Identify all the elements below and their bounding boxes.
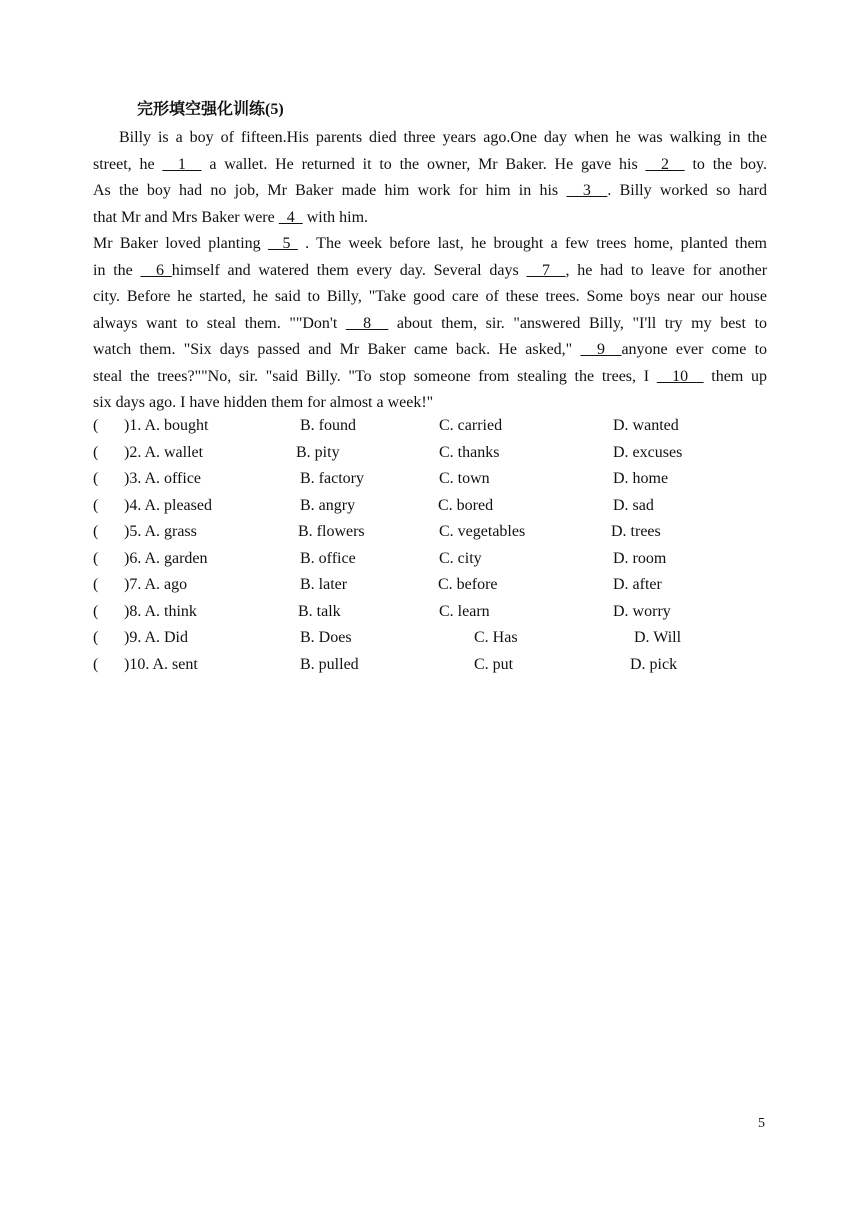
passage-text: steal the trees?""No, sir. "said Billy. "To stop someone from stealing the trees, I	[93, 367, 657, 385]
option-d: D. after	[613, 576, 662, 593]
question-row	[93, 493, 773, 520]
option-d: D. excuses	[613, 443, 683, 461]
question-row	[93, 625, 773, 652]
passage-text: in the	[93, 261, 141, 279]
answer-blank: 4	[278, 208, 303, 226]
answer-paren: (	[93, 443, 99, 461]
passage-text: six days ago. I have hidden them for almost a week!"	[93, 394, 434, 411]
passage-text: a wallet. He returned it to the owner, Mr Baker. He gave his	[201, 155, 646, 173]
option-c: C. town	[439, 470, 490, 487]
answer-paren: (	[93, 655, 99, 673]
answer-paren: (	[93, 629, 99, 646]
answer-paren: (	[93, 523, 99, 540]
passage-line	[93, 337, 767, 364]
exercise-title: 完形填空强化训练(5)	[137, 101, 284, 118]
option-c: C. bored	[438, 496, 494, 514]
question-row	[93, 599, 773, 626]
question-row	[93, 652, 773, 679]
option-c: C. vegetables	[439, 523, 526, 540]
passage-line	[93, 125, 767, 152]
cloze-passage	[93, 125, 767, 417]
answer-paren: (	[93, 470, 99, 487]
answer-paren: (	[93, 549, 99, 567]
question-row	[93, 572, 773, 599]
passage-line	[93, 284, 767, 311]
answer-blank: 10	[656, 367, 704, 385]
option-d: D. wanted	[613, 417, 679, 434]
passage-text: Mr Baker loved planting	[93, 235, 268, 252]
option-c: C. Has	[474, 629, 518, 646]
passage-text: that Mr and Mrs Baker were	[93, 208, 279, 226]
option-b: B. angry	[300, 496, 356, 514]
option-b: B. found	[300, 417, 356, 434]
option-a: )1. A. bought	[124, 417, 209, 434]
passage-line	[93, 178, 767, 205]
option-a: )7. A. ago	[124, 576, 188, 593]
passage-text: , he had to leave for another	[565, 261, 768, 279]
passage-text: anyone ever come to	[621, 341, 768, 358]
option-d: D. pick	[630, 655, 678, 673]
option-b: B. pity	[296, 443, 340, 461]
answer-paren: (	[93, 496, 99, 514]
passage-text: As the boy had no job, Mr Baker made him work for him in his	[93, 182, 567, 199]
option-c: C. before	[438, 576, 498, 593]
passage-line	[93, 364, 767, 391]
option-a: )10. A. sent	[124, 655, 198, 673]
option-a: )2. A. wallet	[124, 443, 204, 461]
passage-text: to the boy.	[684, 155, 767, 173]
answer-blank: 8	[345, 314, 389, 332]
page-number: 5	[758, 1116, 765, 1131]
passage-line	[93, 152, 767, 179]
question-row	[93, 466, 773, 493]
option-d: D. sad	[613, 496, 654, 514]
answer-blank: 7	[526, 261, 566, 279]
option-b: B. factory	[300, 470, 364, 487]
passage-text: . Billy worked so hard	[607, 182, 768, 199]
option-d: D. room	[613, 549, 667, 567]
option-c: C. put	[474, 655, 514, 673]
option-c: C. thanks	[439, 443, 500, 461]
answer-options	[93, 413, 773, 678]
option-b: B. flowers	[298, 523, 365, 540]
answer-blank: 2	[645, 155, 685, 173]
option-a: )9. A. Did	[124, 629, 188, 646]
answer-blank: 1	[162, 155, 202, 173]
passage-text: Billy is a boy of fifteen.His parents died three years ago.One day when he was walking in the	[119, 129, 767, 146]
option-a: )5. A. grass	[124, 523, 197, 540]
answer-paren: (	[93, 602, 99, 620]
passage-text: always want to steal them. ""Don't	[93, 314, 346, 332]
answer-blank: 3	[566, 182, 608, 199]
passage-text: about them, sir. "answered Billy, "I'll try my best to	[388, 314, 768, 332]
passage-text: them up	[703, 367, 767, 385]
question-row	[93, 440, 773, 467]
option-a: )8. A. think	[124, 602, 197, 620]
option-d: D. Will	[634, 629, 682, 646]
passage-line	[93, 231, 767, 258]
option-c: C. learn	[439, 602, 490, 620]
question-row	[93, 519, 773, 546]
option-b: B. office	[300, 549, 356, 567]
passage-text: street, he	[93, 155, 163, 173]
option-d: D. trees	[611, 523, 661, 540]
option-b: B. Does	[300, 629, 352, 646]
question-row	[93, 546, 773, 573]
option-b: B. later	[300, 576, 348, 593]
question-row	[93, 413, 773, 440]
option-a: )3. A. office	[124, 470, 202, 487]
option-c: C. city	[439, 549, 482, 567]
passage-line	[93, 311, 767, 338]
answer-paren: (	[93, 576, 99, 593]
passage-text: . The week before last, he brought a few trees home, planted them	[297, 235, 767, 252]
answer-paren: (	[93, 417, 99, 434]
option-a: )4. A. pleased	[124, 496, 212, 514]
option-b: B. pulled	[300, 655, 359, 673]
answer-blank: 6	[140, 261, 172, 279]
option-c: C. carried	[439, 417, 503, 434]
passage-text: with him.	[302, 208, 369, 226]
option-a: )6. A. garden	[124, 549, 208, 567]
passage-text: watch them. "Six days passed and Mr Baker came back. He asked,"	[93, 341, 581, 358]
option-b: B. talk	[298, 602, 341, 620]
answer-blank: 9	[580, 341, 622, 358]
option-d: D. worry	[613, 602, 671, 620]
passage-text: himself and watered them every day. Several days	[171, 261, 527, 279]
option-d: D. home	[613, 470, 669, 487]
passage-text: city. Before he started, he said to Billy, "Take good care of these trees. Some boys near our house	[93, 288, 767, 305]
passage-line	[93, 205, 767, 232]
passage-line	[93, 258, 767, 285]
answer-blank: 5	[267, 235, 298, 252]
